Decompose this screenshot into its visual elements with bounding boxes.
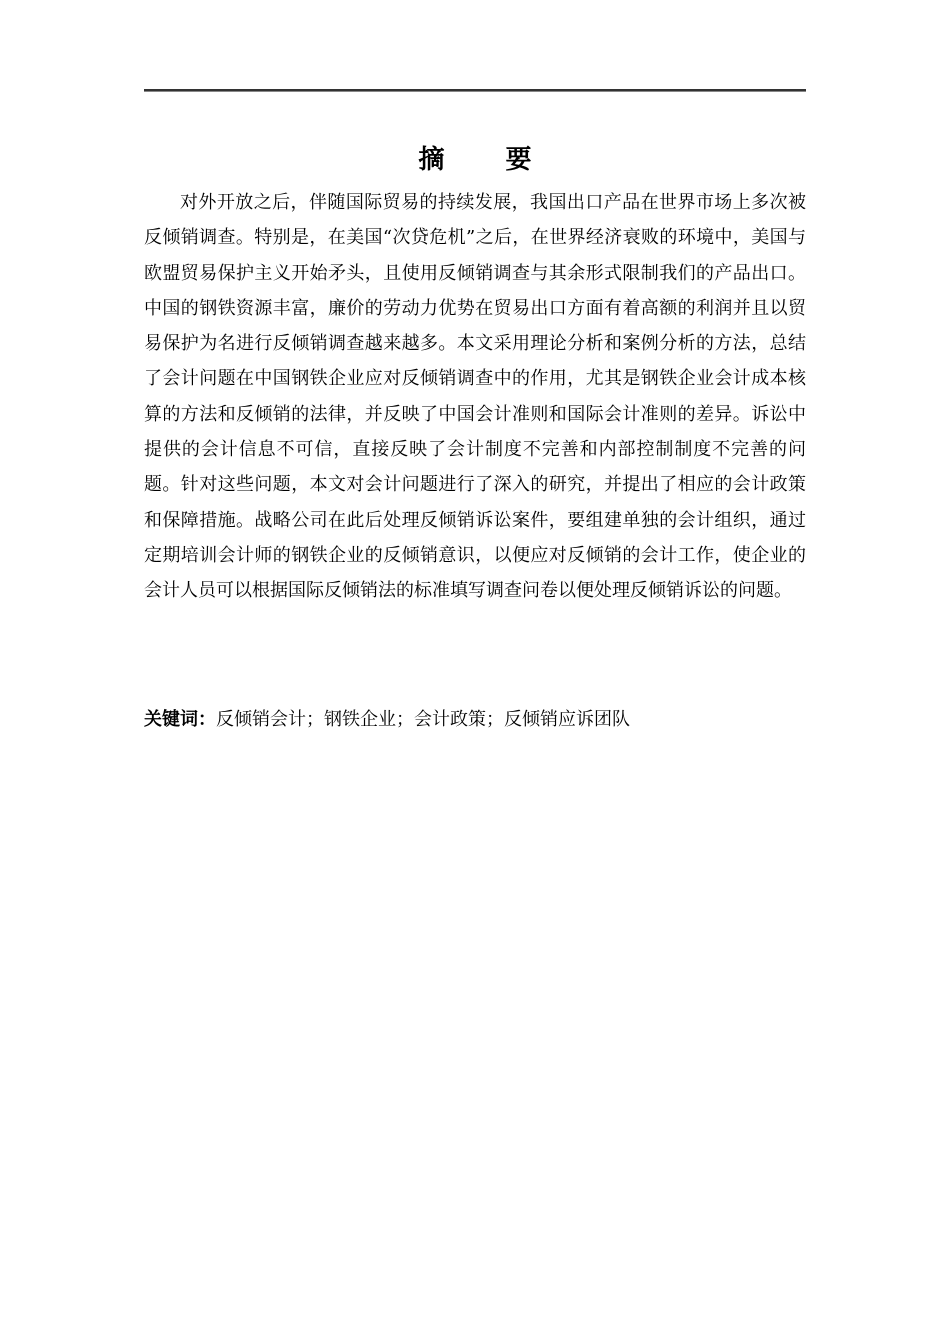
abstract-title: 摘 要 [418, 145, 558, 175]
keywords-label: 关键词： [144, 709, 216, 730]
keywords-list: 反倾销会计；钢铁企业；会计政策；反倾销应诉团队 [216, 709, 630, 730]
keywords-line [144, 705, 806, 735]
header-rule [144, 89, 806, 92]
abstract-body: 对外开放之后，伴随国际贸易的持续发展，我国出口产品在世界市场上多次被反倾销调查。特别是，在美国“次贷危机”之后，在世界经济衰败的环境中，美国与欧盟贸易保护主义开始矛头，且使用反倾销调查与其余形式限制我们的产品出口。中国的钢铁资源丰富，廉价的劳动力优势在贸易出口方面有着高额的利润并且以贸易保护为名进行反倾销调查越来越多。本文采用理论分析和案例分析的方法，总结了会计问题在中国钢铁企业应对反倾销调查中的作用，尤其是钢铁企业会计成本核算的方法和反倾销的法律，并反映了中国会计准则和国际会计准则的差异。诉讼中提供的会计信息不可信，直接反映了会计制度不完善和内部控制制度不完善的问题。针对这些问题，本文对会计问题进行了深入的研究，并提出了相应的会计政策和保障措施。战略公司在此后处理反倾销诉讼案件，要组建单独的会计组织，通过定期培训会计师的钢铁企业的反倾销意识，以便应对反倾销的会计工作，使企业的会计人员可以根据国际反倾销法的标准填写调查问卷以便处理反倾销诉讼的问题。 [144, 192, 806, 602]
